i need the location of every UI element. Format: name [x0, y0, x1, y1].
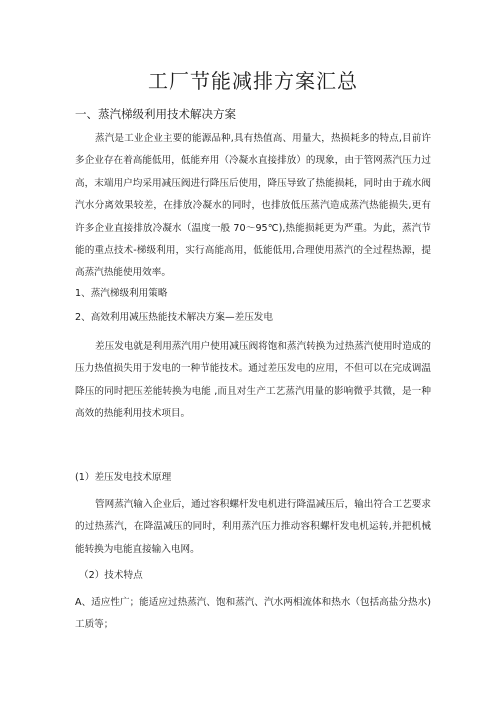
subheading-principle: (1）差压发电技术原理: [75, 472, 172, 483]
paragraph-principle: 管网蒸汽输入企业后，通过容积螺杆发电机进行降温减压后，输出符合工艺要求的过热蒸汽，在降温减压的同时，利用蒸汽压力推动容积螺杆发电机运转,并把机械能转换为电能直接输入电网。: [75, 499, 431, 555]
subheading-features: （2）技术特点: [79, 570, 143, 581]
paragraph-feature-a: A、适应性广；能适应过热蒸汽、饱和蒸汽、汽水两相流体和热水（包括高盐分热水)工质等；: [75, 597, 431, 631]
section-heading: 一、蒸汽梯级利用技术解决方案: [75, 107, 236, 121]
list-item-solution: 2、高效利用减压热能技术解决方案—差压发电: [75, 312, 273, 323]
paragraph-differential-power: 差压发电就是利用蒸汽用户使用减压阀将饱和蒸汽转换为过热蒸汽使用时造成的压力热值损失用于发电的一种节能技术。通过差压发电的应用，不但可以在完成调温降压的同时把压差能转换为电能 ,而且对生产工艺蒸汽用量的影响微乎其微，是一种高效的热能利用技术项目。: [75, 341, 431, 420]
paragraph-intro: 蒸汽是工业企业主要的能源品种,具有热值高、用量大，热损耗多的特点,目前许多企业存在着高能低用，低能弃用（冷凝水直接排放）的现象，由于管网蒸汽压力过高，末端用户均采用减压阀进行降压后使用，降压导致了热能损耗，同时由于疏水阀汽水分离效果较差，在排放冷凝水的同时，也排放低压蒸汽造成蒸汽热能损失,更有许多企业直接排放冷凝水（温度一般 70～95℃),热能损耗更为严重。为此，蒸汽节能的重点技术-梯级利用，实行高能高用，低能低用,合理使用蒸汽的全过程热源，提高蒸汽热能使用效率。: [75, 133, 431, 279]
document-page: [75, 0, 431, 707]
list-item-strategy: 1、蒸汽梯级利用策略: [75, 288, 168, 299]
document-title: 工厂节能减排方案汇总: [148, 69, 358, 93]
